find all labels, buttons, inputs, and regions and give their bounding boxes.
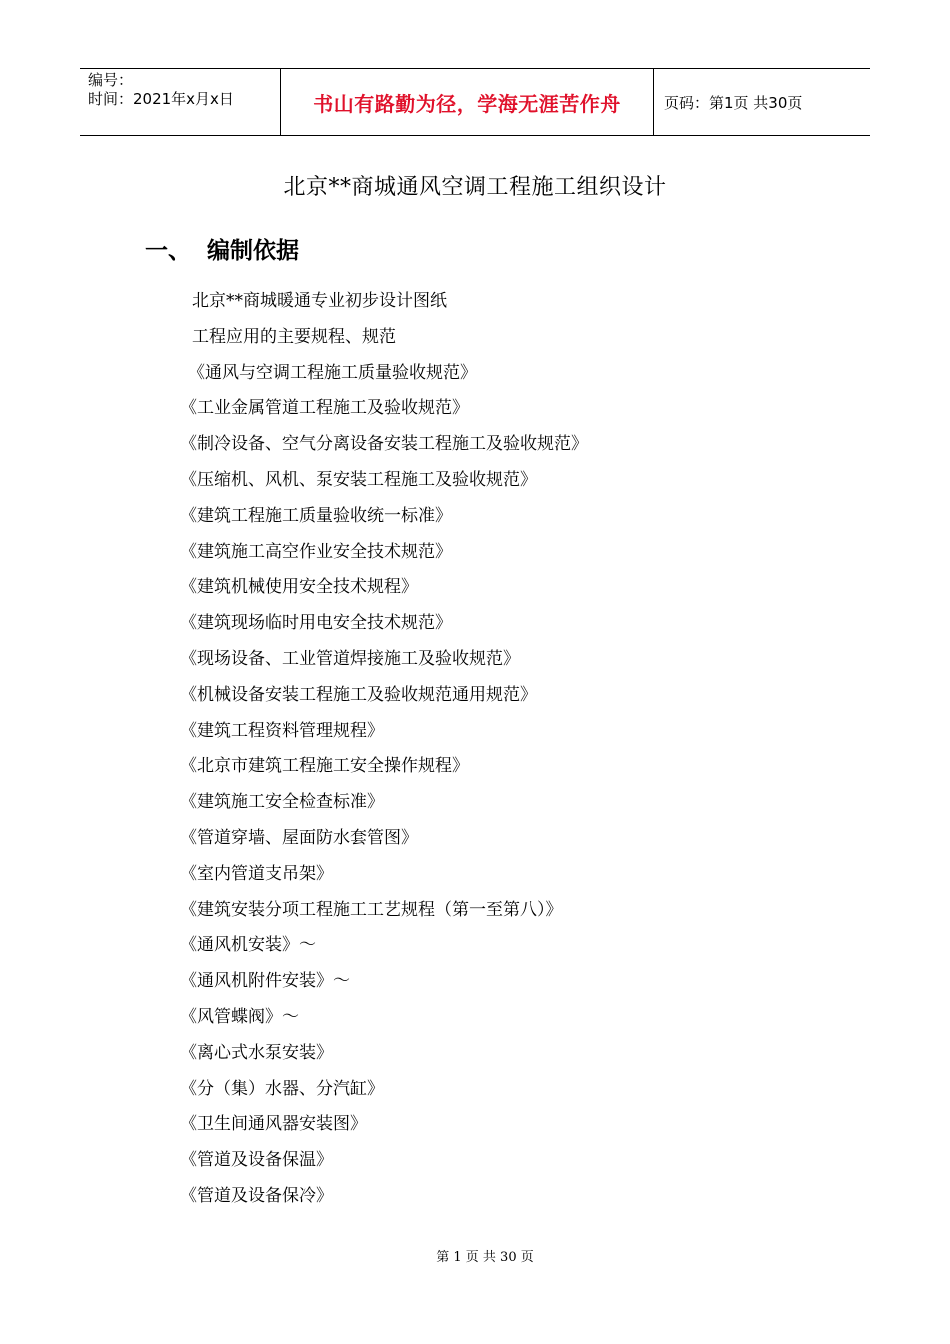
section-number: 一、	[145, 238, 191, 264]
motto-text: 书山有路勤为径，学海无涯苦作舟	[313, 91, 621, 116]
reference-list-item: 《北京市建筑工程施工安全操作规程》	[180, 756, 469, 777]
reference-list-item: 《建筑施工高空作业安全技术规范》	[180, 541, 452, 562]
reference-list-item: 《建筑施工安全检查标准》	[180, 792, 384, 813]
reference-list-item: 《建筑工程资料管理规程》	[180, 720, 384, 741]
reference-list	[180, 286, 588, 1217]
reference-list-item: 《离心式水泵安装》	[180, 1042, 333, 1063]
reference-list-item: 《通风机附件安装》～	[180, 971, 350, 992]
reference-list-item: 《机械设备安装工程施工及验收规范通用规范》	[180, 684, 537, 705]
section-title: 编制依据	[207, 238, 299, 264]
reference-list-item: 《现场设备、工业管道焊接施工及验收规范》	[180, 648, 520, 669]
header-motto-cell	[281, 69, 654, 135]
reference-list-item: 《建筑机械使用安全技术规程》	[180, 577, 418, 598]
header-table	[80, 68, 870, 136]
header-page-info: 页码：第1页 共30页	[664, 93, 803, 112]
reference-list-item: 《压缩机、风机、泵安装工程施工及验收规范》	[180, 469, 537, 490]
reference-list-item: 《卫生间通风器安装图》	[180, 1114, 367, 1135]
header-meta-cell	[80, 69, 281, 135]
reference-list-item: 工程应用的主要规程、规范	[192, 326, 396, 347]
page-footer: 第 1 页 共 30 页	[436, 1250, 534, 1265]
reference-list-item: 《建筑工程施工质量验收统一标准》	[180, 505, 452, 526]
reference-list-item: 《风管蝶阀》～	[180, 1006, 299, 1027]
reference-list-item: 《通风机安装》～	[180, 935, 316, 956]
document-number-label: 编号：	[88, 71, 134, 89]
reference-list-item: 《室内管道支吊架》	[180, 863, 333, 884]
reference-list-item: 《管道穿墙、屋面防水套管图》	[180, 827, 418, 848]
document-date: 时间：2021年x月x日	[88, 90, 234, 108]
section-heading	[145, 232, 299, 265]
reference-list-item: 《建筑安装分项工程施工工艺规程（第一至第八）》	[180, 899, 563, 920]
reference-list-item: 《通风与空调工程施工质量验收规范》	[188, 362, 477, 383]
reference-list-item: 《工业金属管道工程施工及验收规范》	[180, 398, 469, 419]
reference-list-item: 《分（集）水器、分汽缸》	[180, 1078, 384, 1099]
reference-list-item: 北京**商城暖通专业初步设计图纸	[192, 291, 447, 311]
reference-list-item: 《管道及设备保冷》	[180, 1185, 333, 1206]
reference-list-item: 《建筑现场临时用电安全技术规范》	[180, 613, 452, 634]
header-page-cell	[654, 69, 870, 135]
document-title: 北京**商城通风空调工程施工组织设计	[283, 175, 667, 200]
reference-list-item: 《管道及设备保温》	[180, 1150, 333, 1171]
reference-list-item: 《制冷设备、空气分离设备安装工程施工及验收规范》	[180, 434, 588, 455]
